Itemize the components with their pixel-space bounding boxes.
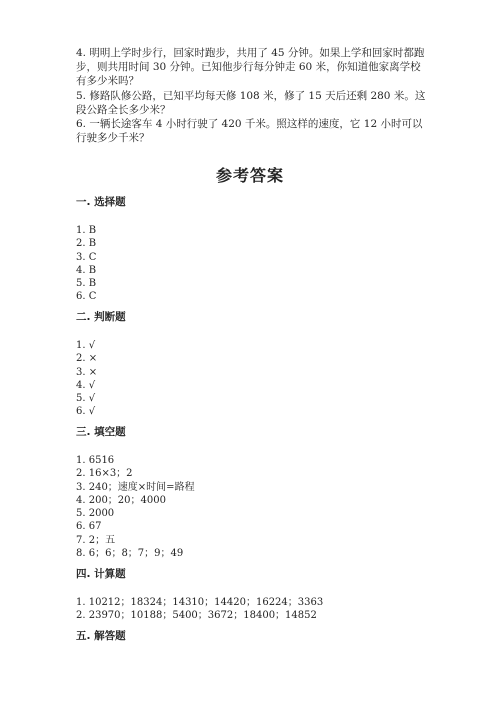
answer-line: 1. 6516 [76,455,115,466]
section-title: 二. 判断题 [76,311,126,323]
answer-line: 4. 200；20；4000 [76,494,166,506]
answer-line: 8. 6；6；8；7；9；49 [76,548,184,560]
answer-line: 6. 67 [76,521,102,533]
problem-4: 4. 明明上学时步行，回家时跑步，共用了 45 分钟。如果上学和回家时都跑步，则共用时间 30 分钟。已知他步行每分钟走 60 米，你知道他家离学校有多少米吗？ [76,47,425,88]
section-multiple-choice [76,196,436,304]
answer-line: 3. × [76,366,98,378]
answer-line: 5. B [76,278,97,290]
answer-line: 6. √ [76,406,96,418]
section-fill-in-blank [76,426,436,560]
answer-line: 1. √ [76,340,96,351]
word-problems [76,46,426,145]
answer-line: 2. × [76,353,98,365]
section-title: 四. 计算题 [76,568,126,580]
problem-6: 6. 一辆长途客车 4 小时行驶了 420 千米。照这样的速度，它 12 小时可以行驶多少千米？ [76,118,423,145]
answer-line: 2. 16×3；2 [76,468,133,480]
answer-line: 7. 2；五 [76,534,116,546]
problem-5: 5. 修路队修公路，已知平均每天修 108 米，修了 15 天后还剩 280 米。这段公路全长多少米？ [76,89,426,116]
answer-line: 3. 240；速度×时间=路程 [76,481,195,493]
section-calculation [76,568,436,623]
answer-line: 2. 23970；10188；5400；3672；18400；14852 [76,610,317,622]
section-title: 三. 填空题 [76,426,126,438]
answer-line: 3. C [76,251,97,263]
answer-line: 4. √ [76,379,96,391]
answer-line: 4. B [76,264,97,276]
section-word-problems [76,630,436,658]
answer-line: 5. √ [76,393,96,405]
section-title: 一. 选择题 [76,196,126,208]
answer-line: 6. C [76,291,97,303]
answer-line: 1. 10212；18324；14310；14420；16224；3363 [76,597,324,608]
answer-line: 2. B [76,238,97,250]
answer-line: 5. 2000 [76,508,115,520]
answer-key-title: 参考答案 [215,166,284,185]
section-title: 五. 解答题 [76,630,126,642]
answer-line: 1. B [76,225,97,236]
section-true-false [76,311,436,419]
